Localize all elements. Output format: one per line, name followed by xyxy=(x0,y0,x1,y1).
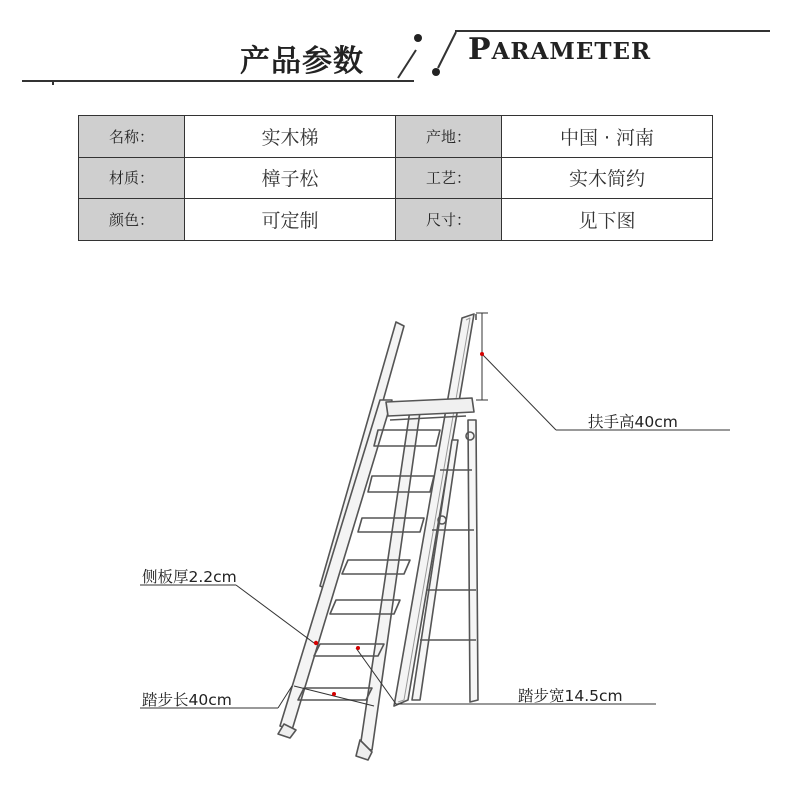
param-label: 产地： xyxy=(396,116,502,158)
param-value: 实木梯 xyxy=(185,116,396,158)
label-side-board-thickness: 侧板厚2.2cm xyxy=(142,568,237,586)
ladder-illustration xyxy=(278,314,478,760)
page-title: 产品参数 xyxy=(240,44,364,79)
param-label: 名称： xyxy=(79,116,185,158)
label-handrail-height: 扶手高40cm xyxy=(588,413,678,431)
param-value: 樟子松 xyxy=(185,157,396,199)
param-value: 见下图 xyxy=(502,199,713,241)
dim-side-board xyxy=(140,585,318,645)
param-label: 工艺： xyxy=(396,157,502,199)
param-label: 尺寸： xyxy=(396,199,502,241)
label-tread-width: 踏步宽14.5cm xyxy=(518,687,623,705)
param-value: 可定制 xyxy=(185,199,396,241)
label-tread-length: 踏步长40cm xyxy=(142,691,232,709)
param-value: 中国 · 河南 xyxy=(502,116,713,158)
page-subtitle-en: PARAMETER xyxy=(468,32,652,67)
param-value: 实木简约 xyxy=(502,157,713,199)
param-label: 颜色： xyxy=(79,199,185,241)
param-label: 材质： xyxy=(79,157,185,199)
